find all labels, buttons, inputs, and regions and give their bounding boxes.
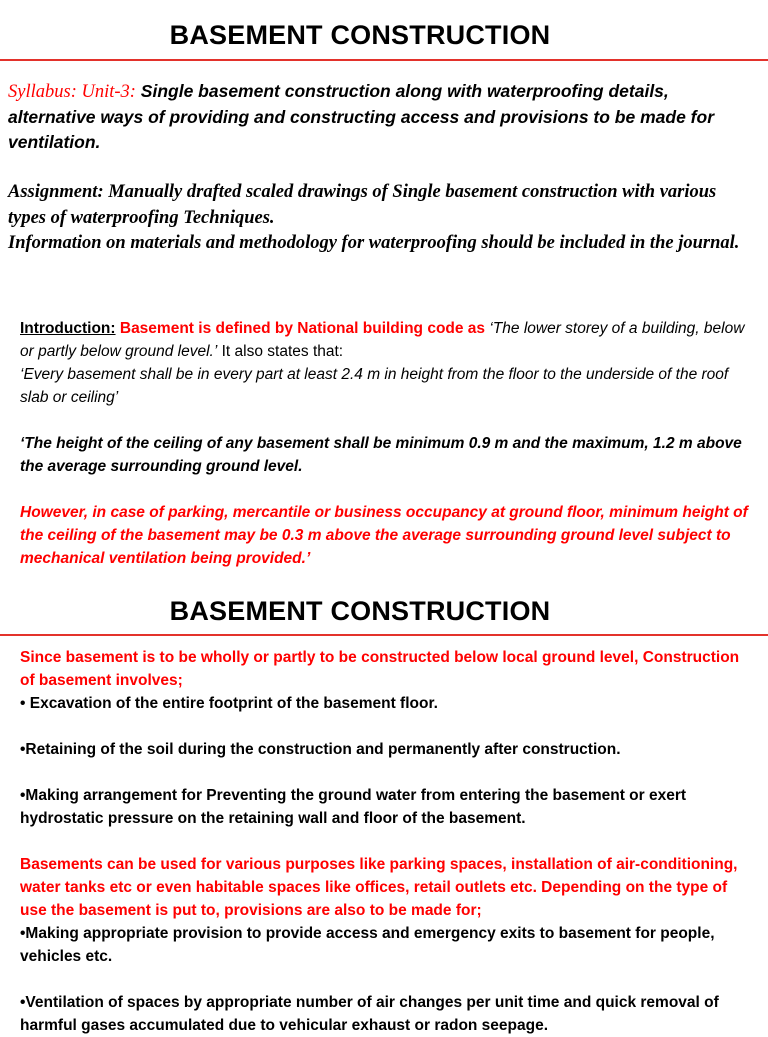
bullet-retaining: •Retaining of the soil during the construction and permanently after construction. <box>20 741 621 758</box>
introduction-after: It also states that: <box>217 343 344 360</box>
syllabus-label: Syllabus: Unit-3: <box>8 82 136 102</box>
ceiling-height-paragraph: ‘The height of the ceiling of any basement shall be minimum 0.9 m and the maximum, 1.2 m above the average surrounding ground level. <box>20 435 742 475</box>
title-underline <box>0 59 768 61</box>
introduction-quote-2: ‘Every basement shall be in every part at least 2.4 m in height from the floor to the underside of the roof slab or ceiling’ <box>20 366 729 406</box>
slide-1-title: BASEMENT CONSTRUCTION <box>169 20 551 50</box>
bullet-access: •Making appropriate provision to provide access and emergency exits to basement for people, vehicles etc. <box>20 925 715 965</box>
introduction-paragraph <box>20 317 755 409</box>
assignment-paragraph <box>8 180 758 257</box>
title-underline-2 <box>0 634 768 636</box>
syllabus-text: Single basement construction along with waterproofing details, alternative ways of providing and constructing access and provisions to be made for ventilation. <box>8 81 714 152</box>
construction-intro: Since basement is to be wholly or partly to be constructed below local ground level, Construction of basement involves; <box>20 649 740 689</box>
assignment-line-2: Information on materials and methodology for waterproofing should be included in the journal. <box>8 233 740 253</box>
syllabus-paragraph <box>8 79 758 155</box>
parking-exception-paragraph: However, in case of parking, mercantile or business occupancy at ground floor, minimum height of the ceiling of the basement may be 0.3 m above the average surrounding ground level subject to mechanical ventilation being provided.’ <box>20 504 748 567</box>
assignment-line-1: Assignment: Manually drafted scaled drawings of Single basement construction with various types of waterproofing Techniques. <box>8 182 717 228</box>
introduction-definition: Basement is defined by National building code as <box>115 320 490 337</box>
bullet-excavation: • Excavation of the entire footprint of the basement floor. <box>20 695 438 712</box>
introduction-quote: ‘The lower storey of a building, below or partly below ground level.’ <box>20 320 745 360</box>
introduction-label: Introduction: <box>20 320 116 337</box>
slide-2-title: BASEMENT CONSTRUCTION <box>169 596 551 626</box>
uses-paragraph: Basements can be used for various purposes like parking spaces, installation of air-conditioning, water tanks etc or even habitable spaces like offices, retail outlets etc. Depending on the type of use the basement is put to, provisions are also to be made for; <box>20 856 738 919</box>
bullet-ventilation: •Ventilation of spaces by appropriate number of air changes per unit time and quick removal of harmful gases accumulated due to vehicular exhaust or radon seepage. <box>20 994 719 1034</box>
bullet-groundwater: •Making arrangement for Preventing the ground water from entering the basement or exert hydrostatic pressure on the retaining wall and floor of the basement. <box>20 787 687 827</box>
